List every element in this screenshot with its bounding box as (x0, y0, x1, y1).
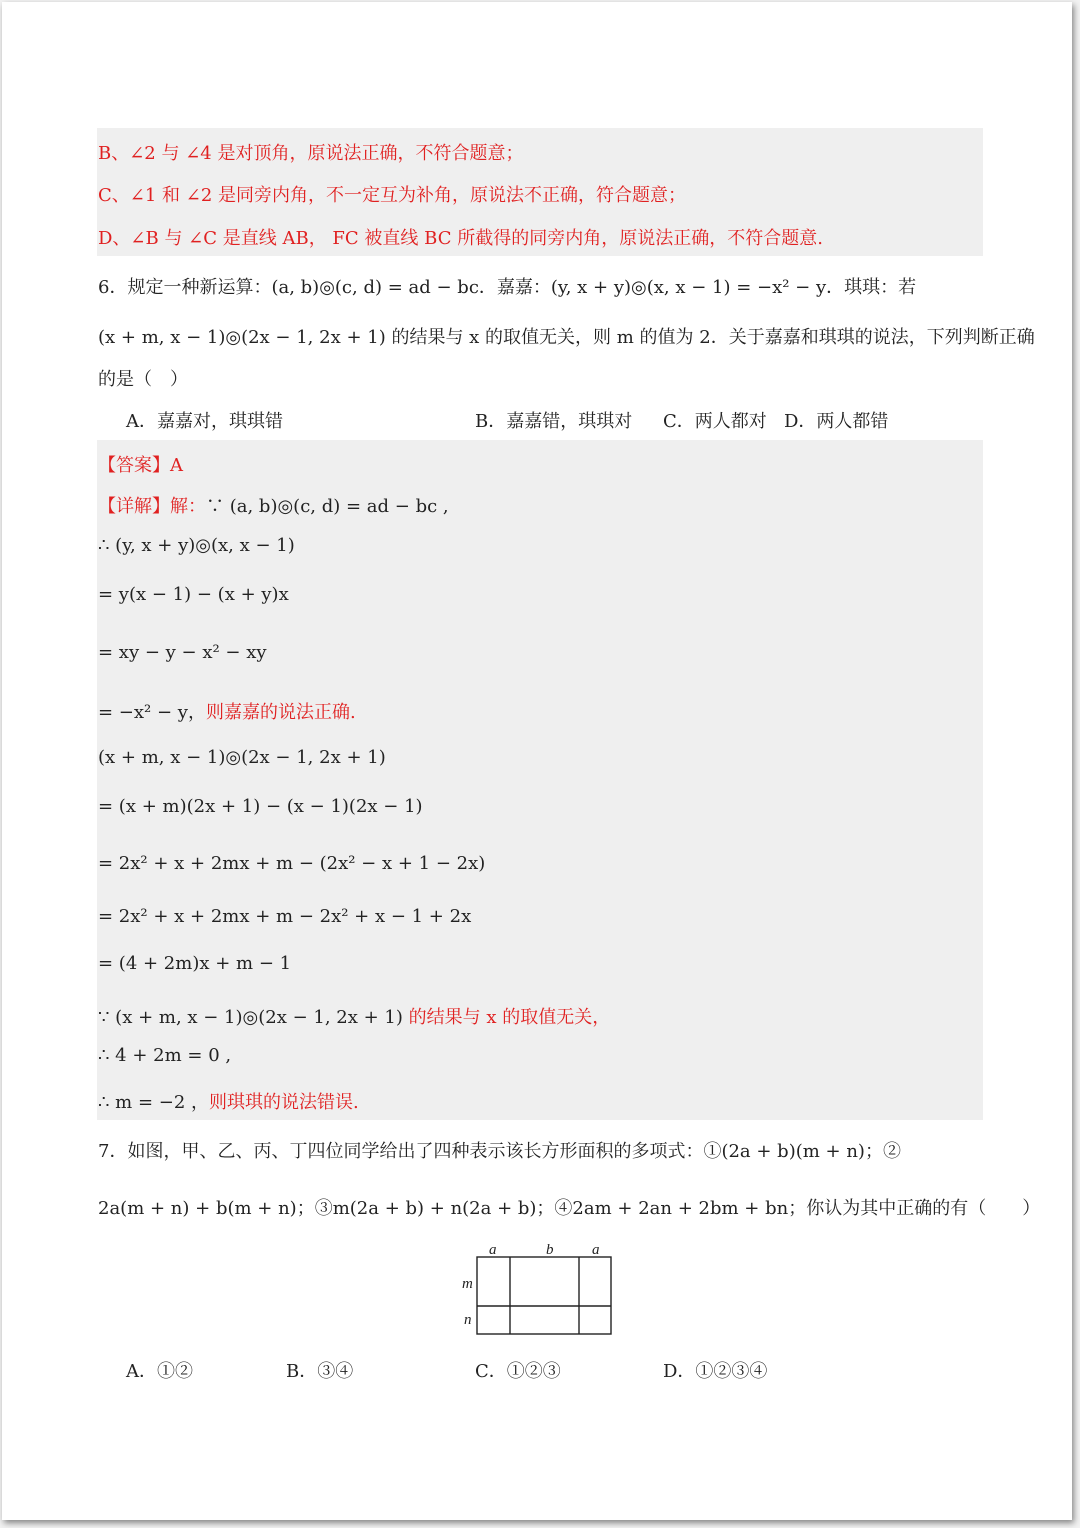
q6-step-6: = (x + m)(2x + 1) − (x − 1)(2x − 1) (98, 796, 423, 817)
q5-option-c-analysis: C、∠1 和 ∠2 是同旁内角，不一定互为补角，原说法不正确，符合题意； (98, 185, 687, 206)
q6-step-2: = y(x − 1) − (x + y)x (98, 584, 289, 605)
q6-stem-line1: 6．规定一种新运算：(a, b)◎(c, d) = ad − bc．嘉嘉：(y, x + y)◎(x, x − 1) = −x² − y．琪琪：若 (98, 277, 917, 298)
figure-outer-rect (477, 1257, 611, 1334)
q6-step-4-conclusion: 则嘉嘉的说法正确. (205, 702, 356, 723)
q6-option-c: C．两人都对 (663, 411, 767, 432)
figure-label-b: b (546, 1242, 554, 1258)
q6-stem-line3: 的是（ ） (98, 369, 188, 390)
q6-step-7: = 2x² + x + 2mx + m − (2x² − x + 1 − 2x) (98, 853, 486, 874)
q7-option-d: D．①②③④ (663, 1361, 768, 1382)
q7-rectangle-figure (455, 1238, 625, 1340)
q6-step-12 (98, 1088, 359, 1114)
q6-detail-math: ∵ (a, b)◎(c, d) = ad − bc , (206, 496, 449, 517)
q6-step-4-math: = −x² − y， (98, 702, 206, 723)
q6-detail-label: 【详解】解： (98, 496, 206, 517)
q6-step-1: ∴ (y, x + y)◎(x, x − 1) (98, 535, 295, 556)
q6-step-3: = xy − y − x² − xy (98, 642, 267, 663)
q6-option-b: B．嘉嘉错，琪琪对 (475, 411, 633, 432)
figure-label-m: m (462, 1276, 473, 1292)
q6-stem-line2: (x + m, x − 1)◎(2x − 1, 2x + 1) 的结果与 x 的取值无关，则 m 的值为 2．关于嘉嘉和琪琪的说法，下列判断正确 (98, 327, 1035, 348)
q5-option-d-analysis: D、∠B 与 ∠C 是直线 AB， FC 被直线 BC 所截得的同旁内角，原说法正确，不符合题意. (98, 228, 823, 249)
q6-step-10-math: ∵ (x + m, x − 1)◎(2x − 1, 2x + 1) (98, 1007, 403, 1028)
q7-option-a: A．①② (126, 1361, 193, 1382)
q7-stem-line1: 7．如图，甲、乙、丙、丁四位同学给出了四种表示该长方形面积的多项式：①(2a + b)(m + n)；② (98, 1141, 901, 1162)
q6-option-a: A．嘉嘉对，琪琪错 (126, 411, 283, 432)
q6-step-10-text: 的结果与 x 的取值无关， (402, 1007, 611, 1028)
q7-option-c: C．①②③ (475, 1361, 561, 1382)
figure-label-n: n (464, 1312, 472, 1328)
q6-option-d: D．两人都错 (784, 411, 889, 432)
q6-step-8: = 2x² + x + 2mx + m − 2x² + x − 1 + 2x (98, 906, 472, 927)
q6-step-9: = (4 + 2m)x + m − 1 (98, 953, 292, 974)
q7-stem-line2: 2a(m + n) + b(m + n)；③m(2a + b) + n(2a + b)；④2am + 2an + 2bm + bn；你认为其中正确的有（ ） (98, 1198, 1041, 1219)
q6-answer: 【答案】A (98, 455, 183, 476)
figure-label-a-left: a (489, 1242, 497, 1258)
q6-step-11: ∴ 4 + 2m = 0 , (98, 1045, 232, 1066)
q6-step-5: (x + m, x − 1)◎(2x − 1, 2x + 1) (98, 747, 386, 768)
q5-option-b-analysis: B、∠2 与 ∠4 是对顶角，原说法正确，不符合题意； (98, 143, 524, 164)
q6-detail-line (98, 492, 449, 518)
q6-step-12-math: ∴ m = −2 ， (98, 1092, 210, 1113)
q6-step-12-conclusion: 则琪琪的说法错误. (209, 1092, 359, 1113)
q6-step-4 (98, 698, 356, 724)
q7-option-b: B．③④ (286, 1361, 354, 1382)
figure-label-a-right: a (592, 1242, 600, 1258)
q6-step-10 (98, 1003, 610, 1029)
